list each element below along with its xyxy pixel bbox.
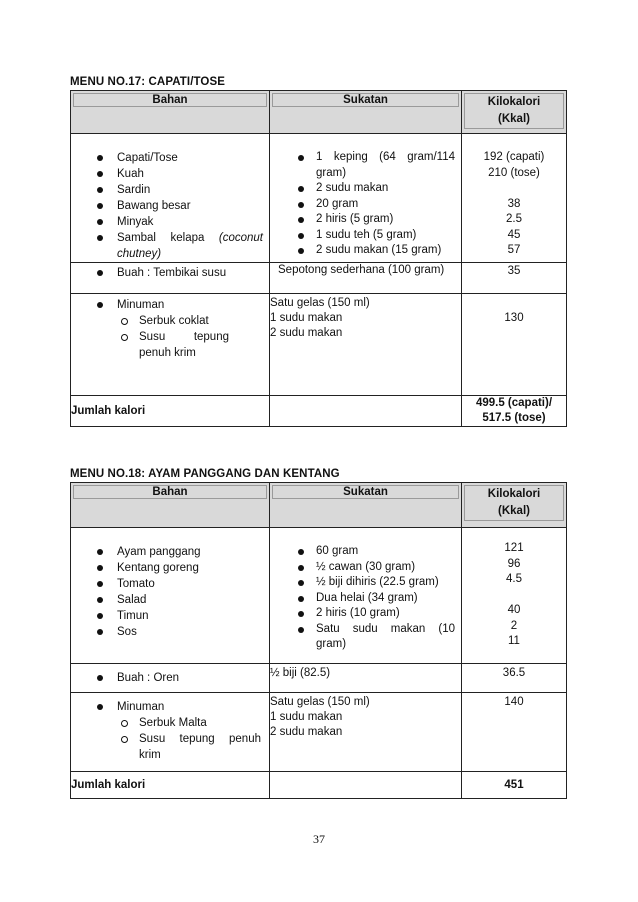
measure-cell (270, 528, 462, 664)
table-row (71, 528, 567, 664)
list-item: Capati/Tose (71, 150, 269, 166)
list-item: Sos (71, 624, 269, 640)
ingredient-cell (71, 528, 270, 664)
empty-cell (270, 772, 462, 799)
fruit-measure: Sepotong sederhana (100 gram) (270, 263, 462, 294)
fruit-measure: ½ biji (82.5) (270, 664, 462, 693)
sub-item: Serbuk Malta (117, 715, 269, 731)
kcal-cell (462, 134, 567, 263)
total-value: 451 (462, 772, 567, 799)
drink-measure-cell (270, 294, 462, 396)
sub-item: Susu tepung penuh krim (117, 731, 269, 763)
header-bahan: Bahan (71, 91, 270, 134)
drink-kcal: 140 (462, 693, 567, 772)
drink-measure: 1 sudu makan (270, 711, 343, 723)
page-number: 37 (313, 832, 325, 846)
menu18-title: MENU NO.18: AYAM PANGGANG DAN KENTANG (70, 468, 340, 480)
list-item: ½ biji dihiris (22.5 gram) (270, 575, 461, 591)
list-item: 2 hiris (5 gram) (270, 212, 461, 228)
list-item: Salad (71, 592, 269, 608)
drink-item-cell (71, 294, 270, 396)
list-item: Buah : Oren (71, 670, 269, 686)
list-item: Ayam panggang (71, 544, 269, 560)
header-kilokalori: Kilokalori (Kkal) (462, 91, 567, 134)
drink-measure: 1 sudu makan (270, 312, 343, 324)
kcal-value: 11 (508, 635, 520, 647)
total-label: Jumlah kalori (71, 396, 270, 427)
ingredient-cell (71, 134, 270, 263)
kcal-value: 38 (507, 197, 521, 210)
drink-measure: Satu gelas (150 ml) (270, 696, 370, 708)
total-value: 499.5 (capati)/ 517.5 (tose) (462, 396, 567, 427)
list-item: 1 keping (64 gram/114 gram) (270, 150, 461, 181)
menu17-title: MENU NO.17: CAPATI/TOSE (70, 76, 226, 88)
sambal-label: Sambal kelapa (117, 232, 205, 244)
list-item: Satu sudu makan (10 gram) (270, 622, 461, 653)
drink-measure: 2 sudu makan (270, 726, 343, 738)
kcal-value: 40 (507, 604, 521, 616)
list-item: Buah : Tembikai susu (71, 265, 269, 281)
kcal-value: 45 (507, 228, 521, 241)
drink-measure: 2 sudu makan (270, 327, 343, 339)
table-row (71, 263, 567, 294)
kcal-value: 2.5 (506, 213, 522, 225)
list-item: Timun (71, 608, 269, 624)
total-row (71, 396, 567, 427)
header-sukatan: Sukatan (270, 91, 462, 134)
drink-item-cell (71, 693, 270, 772)
sambal-note: (coconut chutney) (117, 232, 263, 260)
table-row (71, 693, 567, 772)
list-item: 2 sudu makan (270, 181, 461, 197)
table-row (71, 664, 567, 693)
menu17-table (70, 90, 567, 427)
empty-cell (270, 396, 462, 427)
list-item: 2 sudu makan (15 gram) (270, 243, 461, 259)
fruit-kcal: 35 (462, 263, 567, 294)
drink-measure: Satu gelas (150 ml) (270, 297, 370, 309)
list-item: Kuah (71, 166, 269, 182)
table-row (71, 294, 567, 396)
list-item: 1 sudu teh (5 gram) (270, 228, 461, 244)
sub-item: Susu tepung penuh krim (117, 329, 269, 361)
list-item: 60 gram (270, 544, 461, 560)
kcal-value: 210 (tose) (488, 166, 540, 179)
list-item: Bawang besar (71, 198, 269, 214)
kcal-value: 121 (504, 542, 524, 554)
list-item: Minyak (71, 214, 269, 230)
list-item: Kentang goreng (71, 560, 269, 576)
list-item: Tomato (71, 576, 269, 592)
kcal-value: 57 (507, 244, 521, 256)
list-item: 2 hiris (10 gram) (270, 606, 461, 622)
header-bahan: Bahan (71, 483, 270, 528)
kcal-value: 4.5 (506, 573, 522, 585)
list-item (71, 230, 269, 262)
fruit-item-cell (71, 664, 270, 693)
kcal-value: 96 (507, 557, 521, 570)
kcal-value: 2 (510, 619, 518, 632)
fruit-item-cell (71, 263, 270, 294)
list-item: 20 gram (270, 197, 461, 213)
header-sukatan: Sukatan (270, 483, 462, 528)
drink-measure-cell (270, 693, 462, 772)
list-item (71, 297, 269, 361)
menu18-table (70, 482, 567, 799)
list-item: ½ cawan (30 gram) (270, 560, 461, 576)
drink-label: Minuman (117, 701, 165, 713)
kcal-value: 192 (capati) (483, 151, 545, 163)
sub-item: Serbuk coklat (117, 313, 269, 329)
measure-cell (270, 134, 462, 263)
total-row (71, 772, 567, 799)
table-row (71, 134, 567, 263)
drink-label: Minuman (117, 299, 165, 311)
header-kilokalori: Kilokalori (Kkal) (462, 483, 567, 528)
total-label: Jumlah kalori (71, 772, 270, 799)
drink-kcal: 130 (462, 294, 567, 396)
list-item (71, 699, 269, 763)
list-item: Dua helai (34 gram) (270, 591, 461, 607)
list-item: Sardin (71, 182, 269, 198)
kcal-cell (462, 528, 567, 664)
fruit-kcal: 36.5 (462, 664, 567, 693)
